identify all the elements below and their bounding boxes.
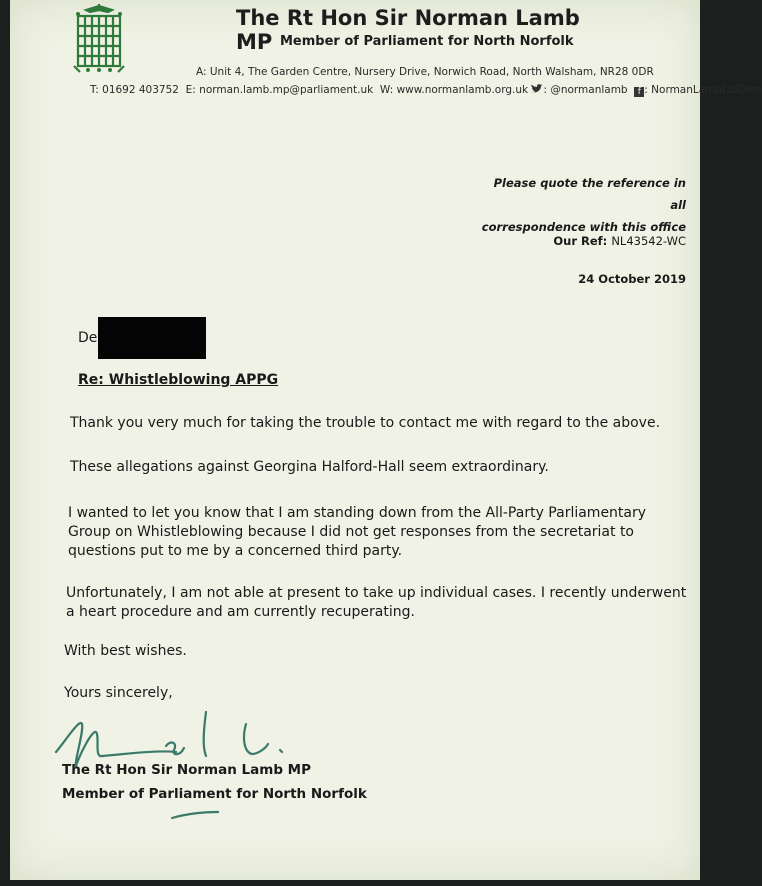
facebook-icon: f	[634, 87, 644, 97]
redaction-box	[98, 317, 206, 359]
signoff-name: The Rt Hon Sir Norman Lamb MP	[62, 762, 312, 778]
website-text: W: www.normanlamb.org.uk	[379, 84, 529, 96]
closing-sincerely: Yours sincerely,	[64, 685, 173, 701]
telephone-text: T: 01692 403752	[90, 84, 179, 96]
salutation: De	[78, 330, 98, 346]
letterhead-address: A: Unit 4, The Garden Centre, Nursery Drive, Norwich Road, North Walsham, NR28 0DR	[196, 66, 654, 78]
body-paragraph: I wanted to let you know that I am standing down from the All-Party Parliamentary Group on Whistleblowing because I did not get responses from the secretariat to questions put to me by a concerned third party.	[68, 505, 647, 559]
body-paragraph: These allegations against Georgina Halford-Hall seem extraordinary.	[70, 459, 549, 475]
signoff-title: Member of Parliament for North Norfolk	[62, 786, 367, 802]
letterhead-subtitle: Member of Parliament for North Norfolk	[280, 34, 574, 49]
letter-date: 24 October 2019	[578, 272, 686, 286]
twitter-handle: : @normanlamb	[543, 84, 628, 96]
body-paragraph: Thank you very much for taking the trouble to contact me with regard to the above.	[70, 415, 661, 431]
our-reference: Our Ref: NL43542-WC	[553, 234, 686, 248]
twitter-icon	[531, 84, 543, 94]
letterhead-name: The Rt Hon Sir Norman Lamb MP	[236, 6, 580, 54]
facebook-handle: : NormanLambLibDem	[644, 84, 762, 96]
letter-page	[10, 0, 762, 880]
email-text: E: norman.lamb.mp@parliament.uk	[185, 84, 374, 96]
portcullis-icon	[72, 4, 126, 72]
handwritten-signature	[46, 700, 316, 820]
letter-subject: Re: Whistleblowing APPG	[78, 372, 279, 388]
letterhead-contacts	[90, 84, 762, 97]
reference-instruction: Please quote the reference in all correspondence with this office	[481, 176, 686, 234]
closing-wishes: With best wishes.	[64, 643, 187, 659]
body-paragraph: Unfortunately, I am not able at present to take up individual cases. I recently underwent a heart procedure and am currently recuperating.	[66, 585, 687, 620]
